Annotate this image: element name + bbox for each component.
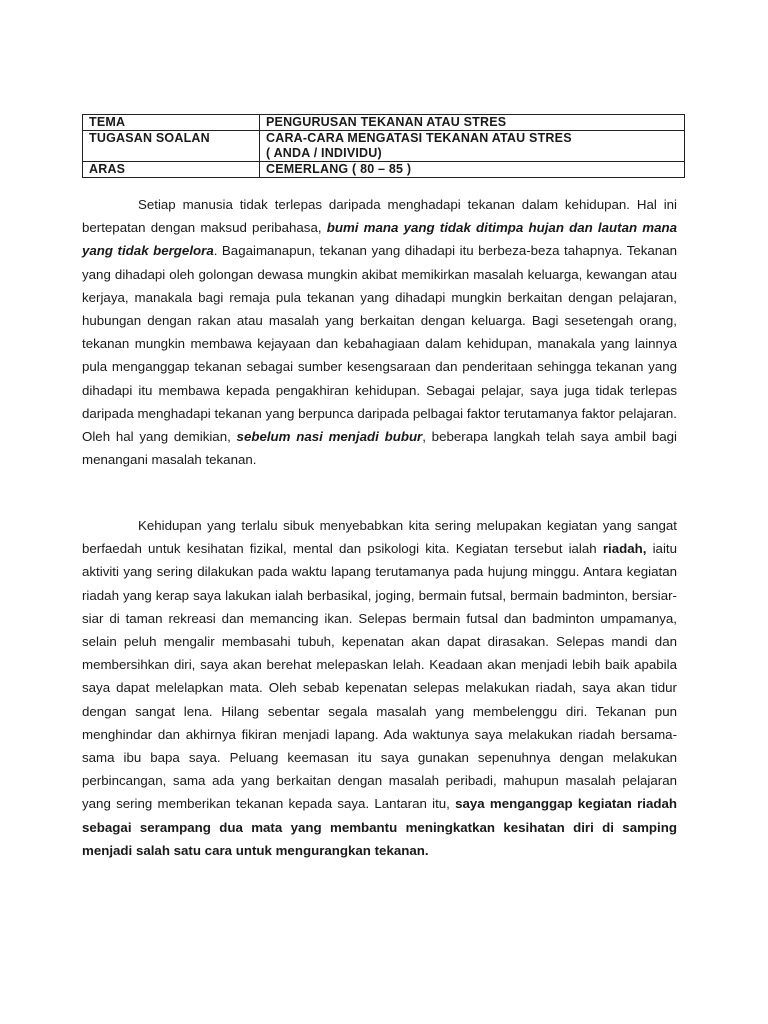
conclusion-sentence: saya menganggap kegiatan riadah sebagai serampang dua mata yang membantu meningkatkan kesihatan diri di samping menjadi salah satu cara untuk mengurangkan tekanan. <box>82 796 677 858</box>
row-label-tugasan: TUGASAN SOALAN <box>83 131 260 162</box>
row-value-tema: PENGURUSAN TEKANAN ATAU STRES <box>260 115 685 131</box>
tugasan-line-1: CARA-CARA MENGATASI TEKANAN ATAU STRES <box>266 131 572 145</box>
table-row <box>83 115 685 131</box>
row-value-aras: CEMERLANG ( 80 – 85 ) <box>260 162 685 178</box>
row-value-tugasan <box>260 131 685 162</box>
paragraph-riadah <box>82 514 677 862</box>
idiom-bumi-lautan: bumi mana yang tidak ditimpa hujan dan lautan mana yang tidak bergelora <box>82 220 678 259</box>
info-table <box>82 114 685 178</box>
para1-text-1: Setiap manusia tidak terlepas daripada menghadapi tekanan dalam kehidupan. Hal ini bertepatan dengan maksud peribahasa, <box>82 197 677 236</box>
tugasan-line-2: ( ANDA / INDIVIDU) <box>266 146 382 160</box>
table-row <box>83 162 685 178</box>
para2-text-2: iaitu aktiviti yang sering dilakukan pada waktu lapang terutamanya pada hujung minggu. Antara kegiatan riadah yang kerap saya lakukan ialah berbasikal, joging, bermain futsal, bermain badminton, bersiar-siar di taman rekreasi dan memancing ikan. Selepas bermain futsal dan badminton umpamanya, selain peluh mengalir membasahi tubuh, kepenatan akan dapat dirasakan. Selepas mandi dan membersihkan diri, saya akan berehat melepaskan lelah. Keadaan akan menjadi lebih baik apabila saya dapat melelapkan mata. Oleh sebab kepenatan selepas melakukan riadah, saya akan tidur dengan sangat lena. Hilang sebentar segala masalah yang membelenggu diri. Tekanan pun menghindar dan akhirnya fikiran menjadi lapang. Ada waktunya saya melakukan riadah bersama-sama ibu bapa saya. Peluang keemasan itu saya gunakan sepenuhnya dengan melakukan perbincangan, sama ada yang berkaitan dengan masalah peribadi, mahupun masalah pelajaran yang sering memberikan tekanan kepada saya. Lantaran itu, <box>82 541 677 812</box>
idiom-nasi-bubur: sebelum nasi menjadi bubur <box>236 429 423 445</box>
keyword-riadah: riadah, <box>602 541 647 557</box>
row-label-aras: ARAS <box>83 162 260 178</box>
para1-text-2: . Bagaimanapun, tekanan yang dihadapi itu berbeza-beza tahapnya. Tekanan yang dihadapi oleh golongan dewasa mungkin akibat memikirkan masalah keluarga, kewangan atau kerjaya, manakala bagi remaja pula tekanan yang dihadapi mungkin berkaitan dengan pelajaran, hubungan dengan rakan atau masalah yang berkaitan dengan keluarga. Bagi sesetengah orang, tekanan mungkin membawa kejayaan dan kebahagiaan dalam kehidupan, manakala yang lainnya pula menganggap tekanan sebagai sumber kesengsaraan dan penderitaan sehingga tekanan yang dihadapi itu membawa kepada pengakhiran kehidupan. Sebagai pelajar, saya juga tidak terlepas daripada menghadapi tekanan yang berpunca daripada pelbagai faktor terutamanya faktor pelajaran. Oleh hal yang demikian, <box>82 243 677 445</box>
row-label-tema: TEMA <box>83 115 260 131</box>
para2-text-1: Kehidupan yang terlalu sibuk menyebabkan kita sering melupakan kegiatan yang sangat berfaedah untuk kesihatan fizikal, mental dan psikologi kita. Kegiatan tersebut ialah <box>82 518 677 557</box>
table-row <box>83 131 685 162</box>
para1-text-3: , beberapa langkah telah saya ambil bagi menangani masalah tekanan. <box>82 429 677 468</box>
paragraph-introduction <box>82 193 677 471</box>
